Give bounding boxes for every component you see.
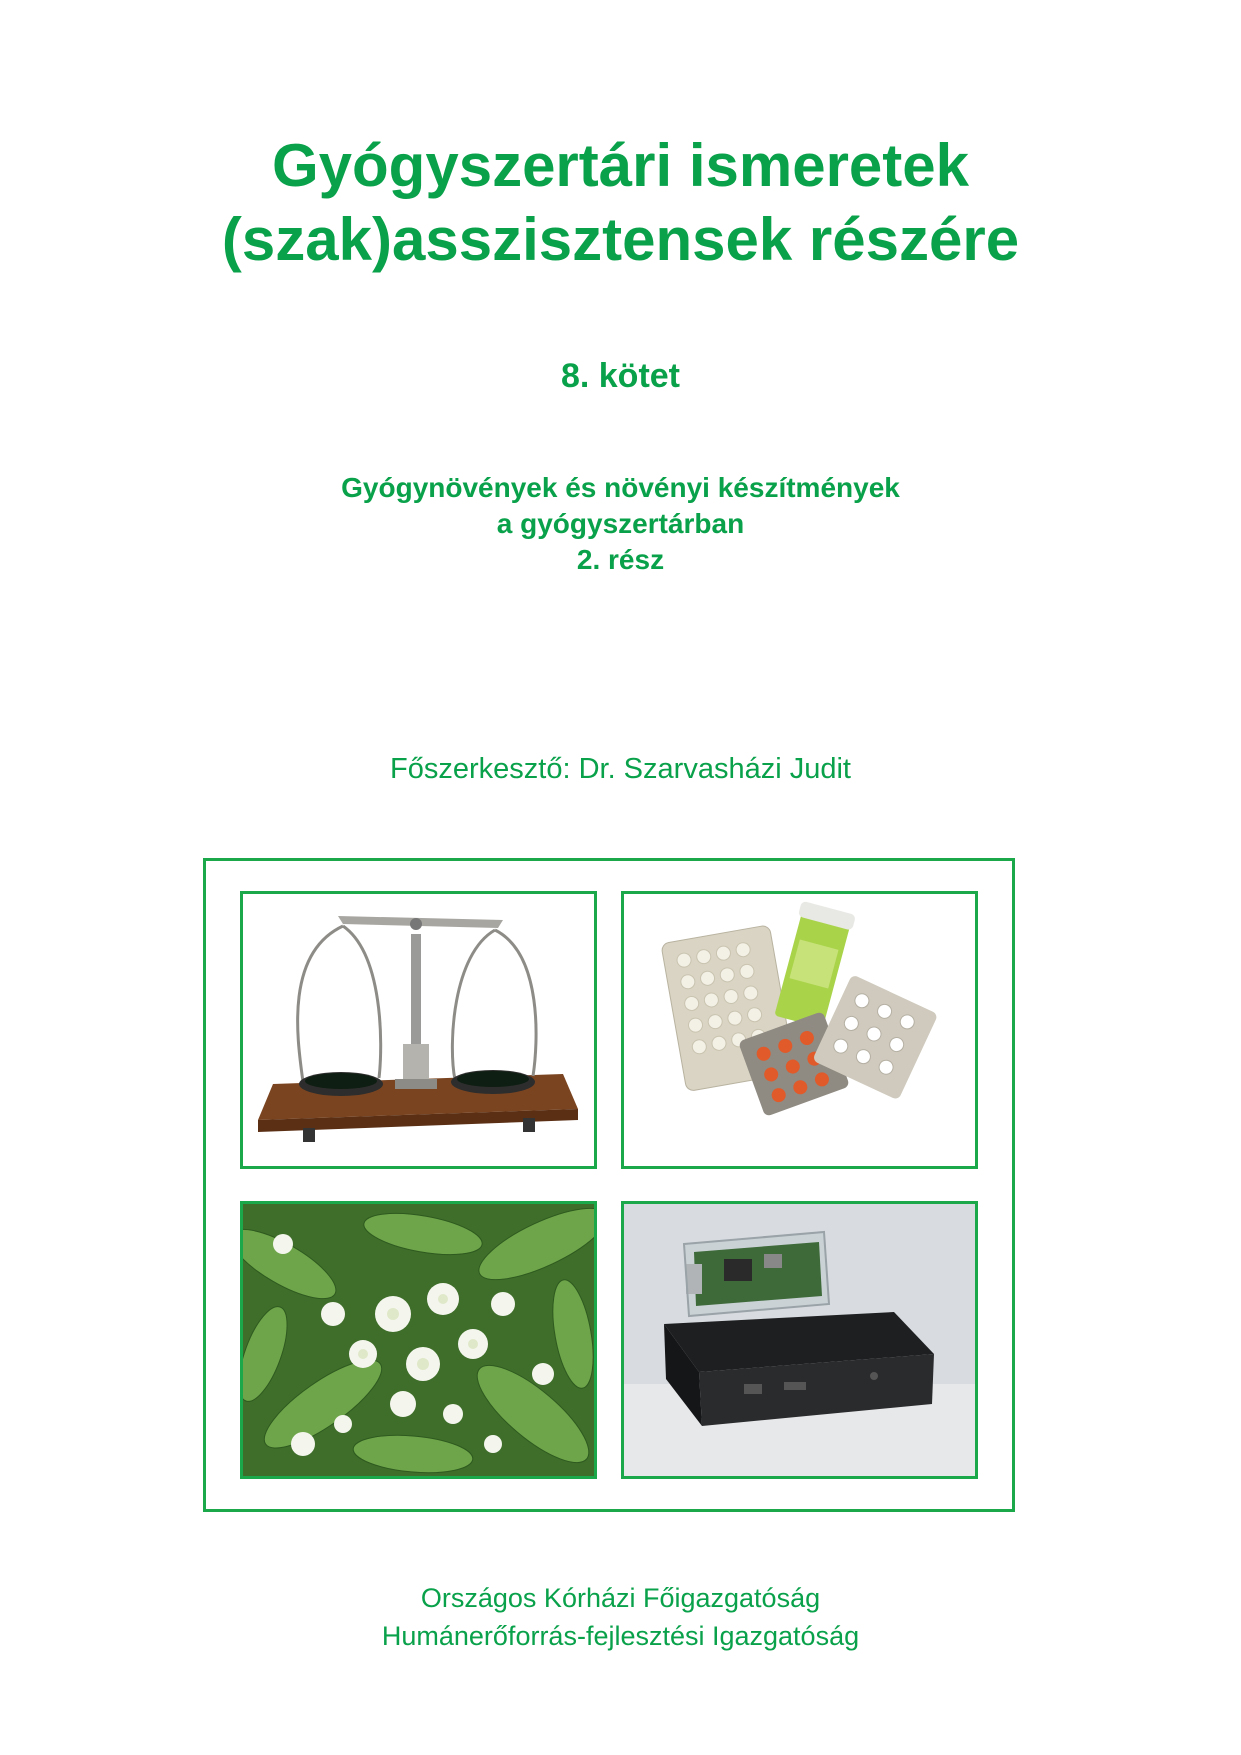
editor-credit: Főszerkesztő: Dr. Szarvasházi Judit xyxy=(390,753,851,785)
organization-line-2: Humánerőforrás-fejlesztési Igazgatóság xyxy=(381,1621,860,1651)
medicine-blister-packs-photo xyxy=(621,891,978,1169)
wild-garlic-flowers-photo xyxy=(240,1201,597,1479)
subtitle-line-1: Gyógynövények és növényi készítmények xyxy=(341,472,900,503)
organization-line-1: Országos Kórházi Főigazgatóság xyxy=(420,1583,821,1613)
subtitle-line-3: 2. rész xyxy=(576,544,665,575)
title-line-1: Gyógyszertári ismeretek xyxy=(271,132,970,199)
raspberry-pi-device-photo xyxy=(621,1201,978,1479)
subtitle-line-2: a gyógyszertárban xyxy=(496,508,745,539)
title-line-2: (szak)asszisztensek részére xyxy=(221,206,1020,273)
volume-label: 8. kötet xyxy=(560,357,681,395)
pharmacy-balance-scale-photo xyxy=(240,891,597,1169)
